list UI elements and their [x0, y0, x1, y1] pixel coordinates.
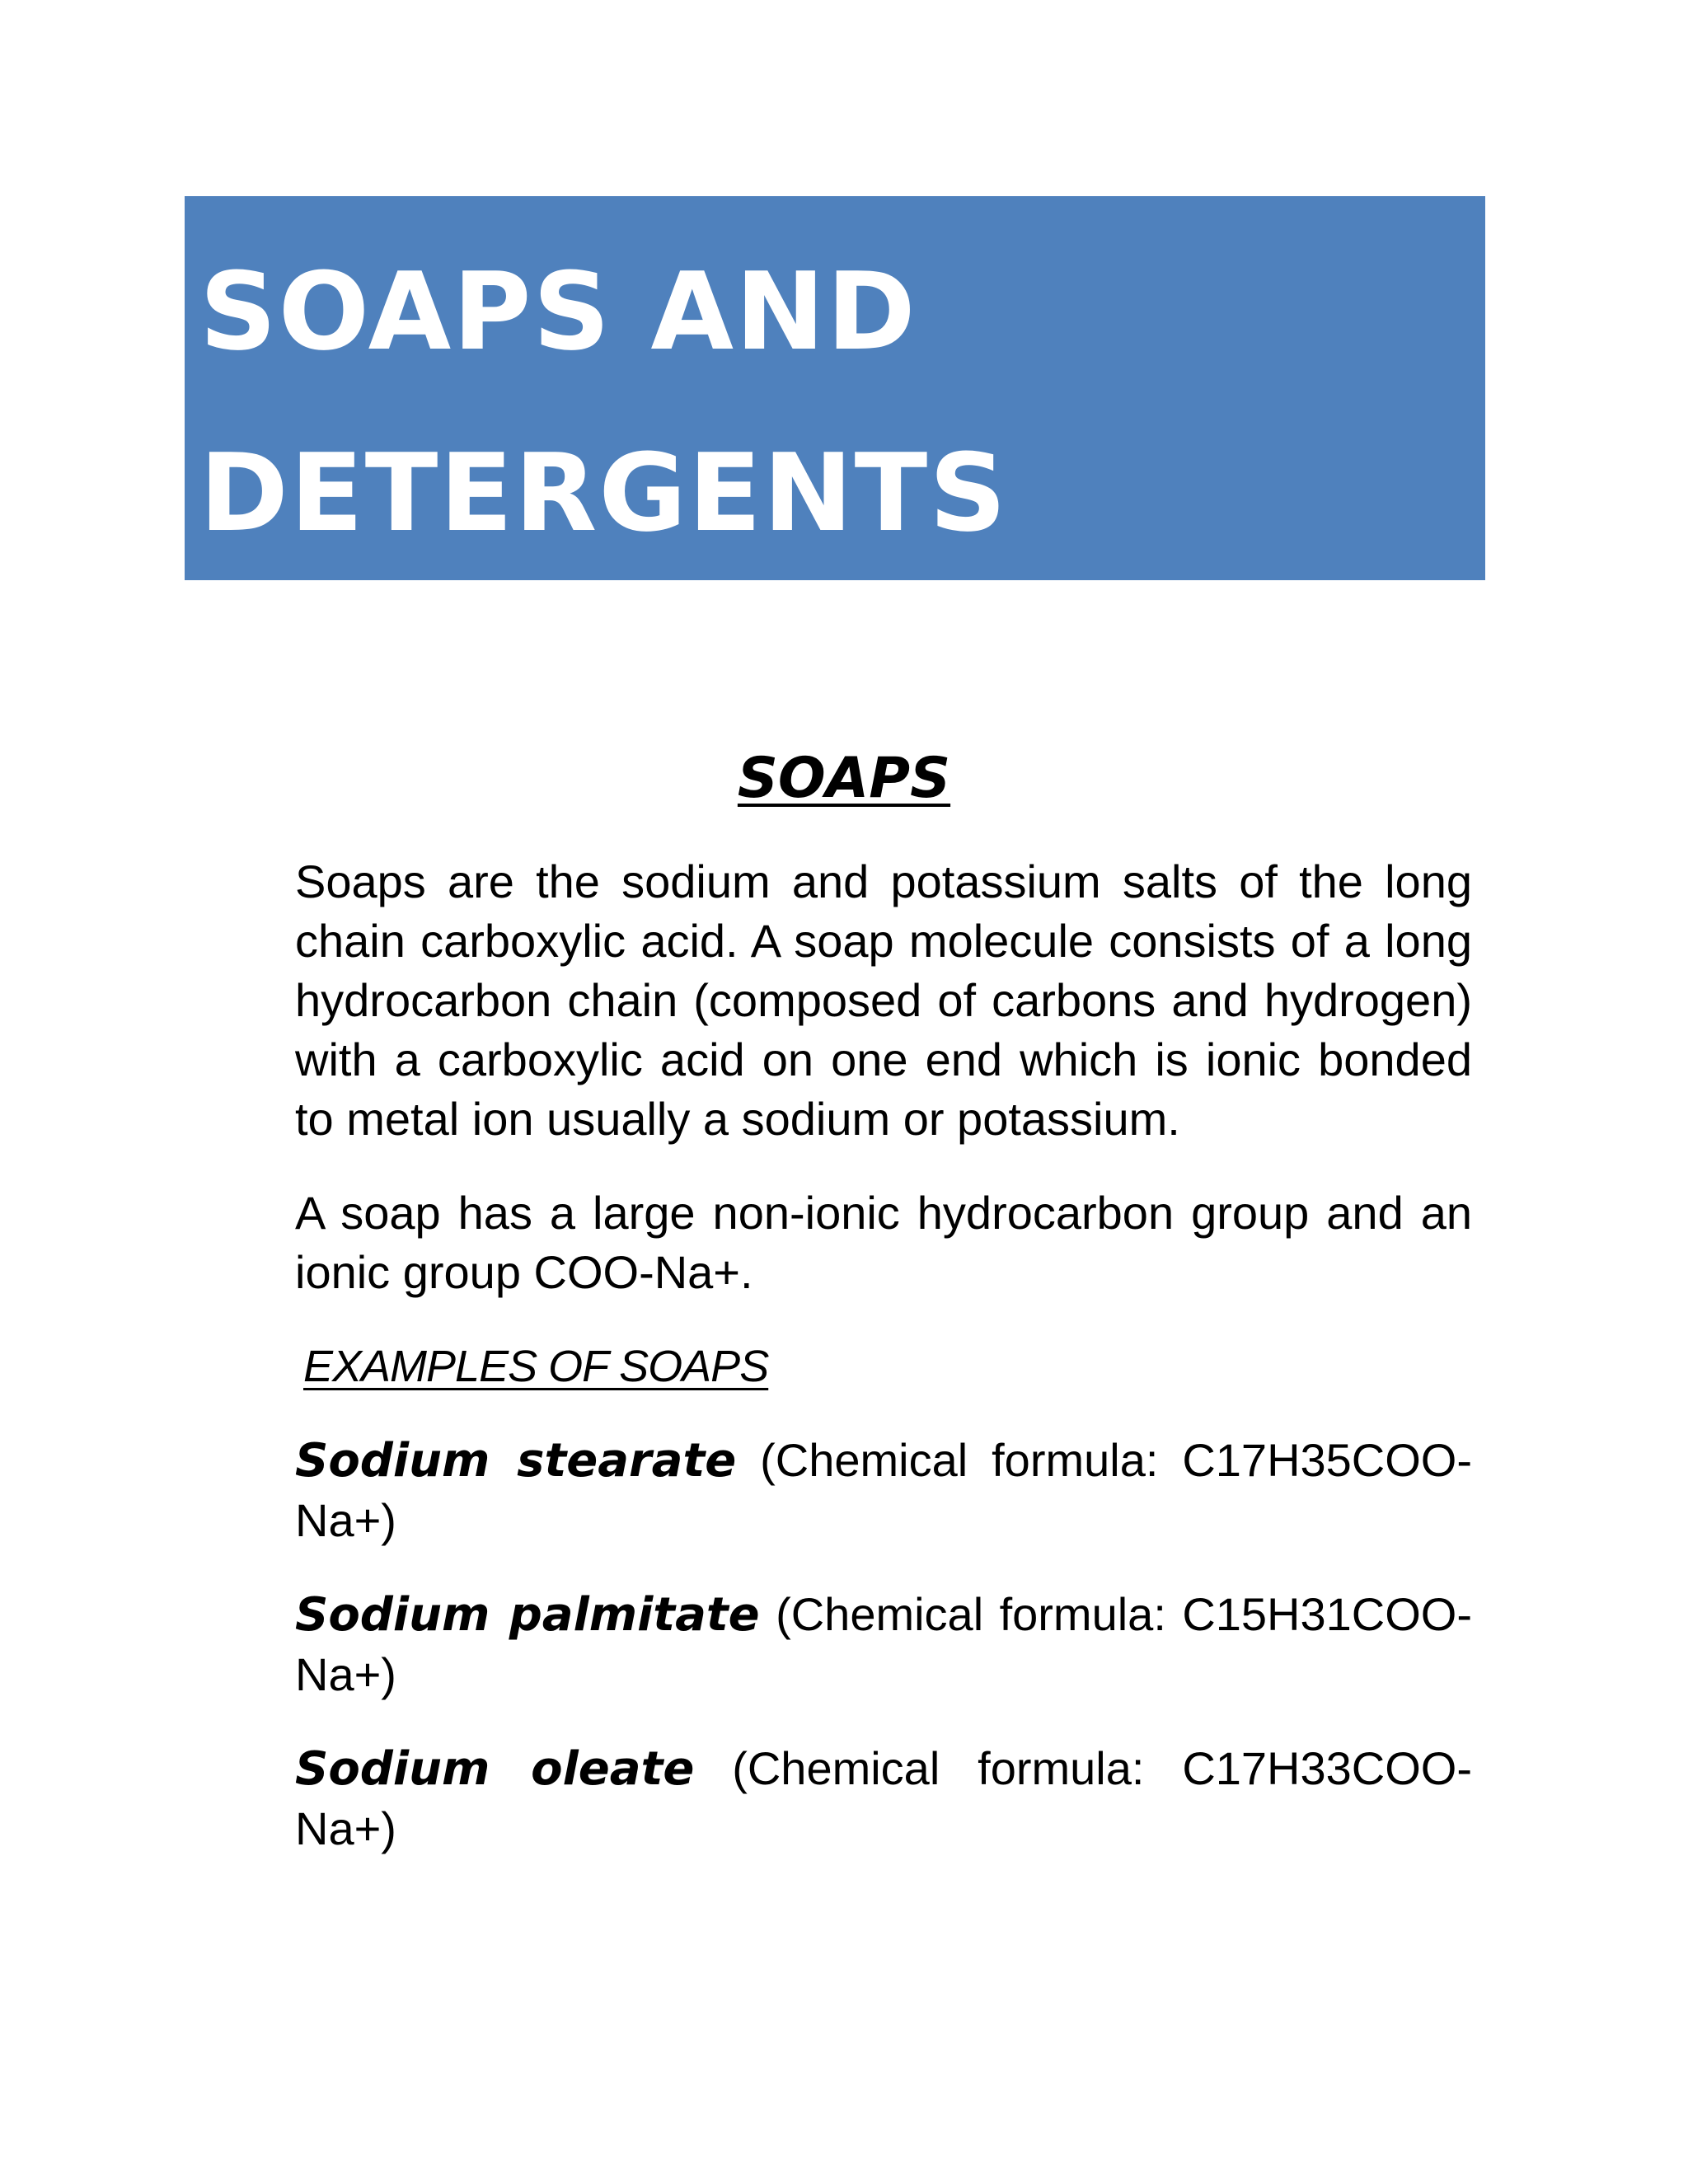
example-formula: (Chemical formula: C15H31COO-Na+): [295, 1588, 1472, 1700]
paragraph-structure: A soap has a large non-ionic hydrocarbon group and an ionic group COO-Na+.: [295, 1187, 1472, 1298]
title-banner: [185, 196, 1485, 580]
title-line-1: SOAPS AND: [199, 249, 917, 374]
example-name: Sodium palmitate: [295, 1588, 760, 1642]
example-item: [295, 1739, 1472, 1858]
examples-heading: EXAMPLES OF SOAPS: [303, 1342, 769, 1391]
example-formula: (Chemical formula: C17H33COO-Na+): [295, 1742, 1472, 1854]
section-heading: [0, 746, 1688, 812]
section-heading-text: SOAPS: [737, 746, 951, 811]
example-formula: (Chemical formula: C17H35COO-Na+): [295, 1434, 1473, 1546]
content-body: [295, 852, 1472, 1893]
example-item: [295, 1585, 1472, 1704]
example-item: [295, 1431, 1472, 1550]
example-name: Sodium stearate: [295, 1434, 737, 1488]
title-line-2: DETERGENTS: [199, 430, 1008, 555]
example-name: Sodium oleate: [295, 1742, 695, 1796]
paragraph-definition: Soaps are the sodium and potassium salts of the long chain carboxylic acid. A soap molecule consists of a long hydrocarbon chain (composed of carbons and hydrogen) with a carboxylic acid on one end which is ionic bonded to metal ion usually a sodium or potassium.: [295, 855, 1472, 1145]
